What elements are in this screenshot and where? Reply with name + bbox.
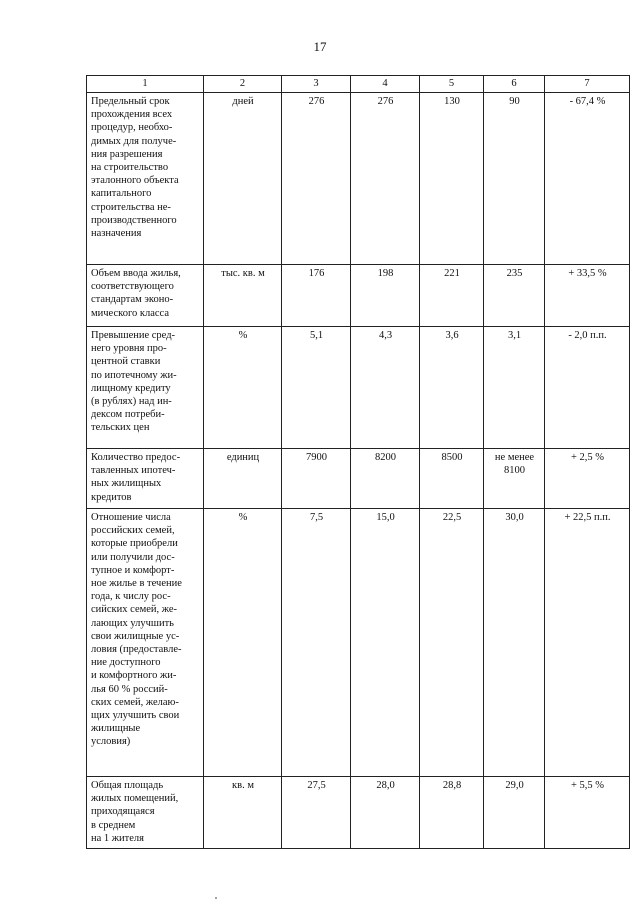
indicator-name-line: строительства не- — [91, 201, 171, 213]
indicator-name-line: производственного — [91, 214, 177, 226]
indicator-name-line: димых для получе- — [91, 135, 177, 147]
indicator-name-line: жилых помещений, — [91, 793, 179, 805]
indicator-name-line: свои жилищные ус- — [91, 630, 180, 642]
indicator-name-cell — [87, 93, 204, 265]
value-col-5-cell: 8500 — [420, 449, 484, 509]
value-col-4-cell: 198 — [351, 265, 420, 327]
table-row — [87, 327, 630, 449]
value-col-6-line: 8100 — [504, 465, 525, 477]
value-col-6-cell — [484, 327, 545, 449]
value-col-5-cell: 28,8 — [420, 777, 484, 849]
header-col-6: 6 — [484, 76, 545, 93]
value-col-4-cell: 4,3 — [351, 327, 420, 449]
unit-cell: единиц — [204, 449, 282, 509]
value-col-4-cell: 28,0 — [351, 777, 420, 849]
value-col-6-cell — [484, 509, 545, 777]
value-col-3-cell: 7,5 — [282, 509, 351, 777]
value-col-4-cell: 15,0 — [351, 509, 420, 777]
indicator-name-line: лищному кредиту — [91, 382, 171, 394]
value-col-4-cell: 8200 — [351, 449, 420, 509]
indicator-name-line: капитального — [91, 188, 152, 200]
indicator-name-line: условия) — [91, 736, 131, 748]
indicator-name-cell — [87, 777, 204, 849]
change-cell: + 5,5 % — [545, 777, 630, 849]
page-number: 17 — [313, 39, 327, 54]
indicator-name-line: Отношение числа — [91, 512, 171, 523]
table-row — [87, 449, 630, 509]
table-row — [87, 509, 630, 777]
value-col-3-cell: 5,1 — [282, 327, 351, 449]
indicator-name-line: по ипотечному жи- — [91, 369, 177, 381]
change-cell: + 33,5 % — [545, 265, 630, 327]
header-col-4: 4 — [351, 76, 420, 93]
indicator-name-line: центной ставки — [91, 356, 161, 368]
value-col-6-line: 30,0 — [505, 512, 524, 523]
indicator-name-line: тавленных ипотеч- — [91, 465, 176, 477]
change-cell: - 67,4 % — [545, 93, 630, 265]
header-row — [87, 76, 630, 93]
indicator-name-line: ловия (предоставле- — [91, 644, 182, 656]
indicator-name-cell — [87, 327, 204, 449]
indicator-name-line: соответствующего — [91, 281, 174, 293]
unit-cell: % — [204, 327, 282, 449]
table-row — [87, 265, 630, 327]
indicator-name-cell — [87, 449, 204, 509]
indicator-name-line: Общая площадь — [91, 780, 164, 791]
indicator-name-line: и комфортного жи- — [91, 670, 177, 682]
value-col-3-cell: 276 — [282, 93, 351, 265]
indicator-name-line: эталонного объекта — [91, 175, 179, 187]
value-col-6-line: 3,1 — [507, 330, 522, 341]
change-cell: + 2,5 % — [545, 449, 630, 509]
value-col-3-cell: 7900 — [282, 449, 351, 509]
table-row — [87, 93, 630, 265]
header-col-1: 1 — [87, 76, 204, 93]
value-col-6-line: 235 — [506, 268, 523, 279]
indicator-name-line: или получили дос- — [91, 551, 175, 563]
indicator-name-line: лья 60 % россий- — [91, 683, 168, 695]
value-col-4-cell: 276 — [351, 93, 420, 265]
indicator-name-line: ное жилье в течение — [91, 578, 182, 590]
value-col-5-cell: 221 — [420, 265, 484, 327]
unit-cell: кв. м — [204, 777, 282, 849]
header-col-7: 7 — [545, 76, 630, 93]
header-col-5: 5 — [420, 76, 484, 93]
unit-cell: % — [204, 509, 282, 777]
scan-artifact — [215, 897, 217, 899]
indicator-name-line: российских семей, — [91, 525, 175, 537]
indicator-name-line: Количество предос- — [91, 452, 181, 463]
indicator-name-line: ских семей, желаю- — [91, 696, 179, 708]
indicator-name-line: приходящаяся — [91, 806, 155, 818]
value-col-3-cell: 27,5 — [282, 777, 351, 849]
value-col-6-cell — [484, 265, 545, 327]
indicator-name-line: сийских семей, же- — [91, 604, 178, 616]
indicator-name-line: ние доступного — [91, 657, 161, 669]
value-col-6-line: 90 — [509, 96, 520, 107]
value-col-6-cell — [484, 449, 545, 509]
indicator-name-line: ния разрешения — [91, 148, 163, 160]
indicator-name-line: на 1 жителя — [91, 832, 144, 844]
value-col-5-cell: 130 — [420, 93, 484, 265]
value-col-6-cell — [484, 93, 545, 265]
header-col-2: 2 — [204, 76, 282, 93]
indicator-name-line: назначения — [91, 228, 142, 240]
value-col-5-cell: 22,5 — [420, 509, 484, 777]
change-cell: - 2,0 п.п. — [545, 327, 630, 449]
indicator-name-cell — [87, 265, 204, 327]
indicator-name-line: стандартам эконо- — [91, 294, 174, 306]
indicator-name-line: на строительство — [91, 162, 169, 174]
indicator-name-line: Объем ввода жилья, — [91, 268, 181, 279]
value-col-3-cell: 176 — [282, 265, 351, 327]
header-col-3: 3 — [282, 76, 351, 93]
indicator-name-line: жилищные — [91, 723, 141, 735]
indicators-table — [86, 75, 630, 849]
indicator-name-line: лающих улучшить — [91, 617, 174, 629]
value-col-6-cell — [484, 777, 545, 849]
indicator-name-line: тупное и комфорт- — [91, 564, 175, 576]
table-row — [87, 777, 630, 849]
indicator-name-line: кредитов — [91, 491, 132, 503]
unit-cell: дней — [204, 93, 282, 265]
change-cell: + 22,5 п.п. — [545, 509, 630, 777]
indicator-name-line: щих улучшить свои — [91, 710, 180, 722]
indicator-name-cell — [87, 509, 204, 777]
value-col-5-cell: 3,6 — [420, 327, 484, 449]
indicator-name-line: Превышение сред- — [91, 330, 176, 341]
indicator-name-line: прохождения всех — [91, 109, 173, 121]
indicator-name-line: ных жилищных — [91, 478, 162, 490]
value-col-6-line: не менее — [494, 452, 535, 463]
indicator-name-line: года, к числу рос- — [91, 591, 171, 603]
indicator-name-line: которые приобрели — [91, 538, 178, 550]
unit-cell: тыс. кв. м — [204, 265, 282, 327]
indicator-name-line: мического класса — [91, 307, 169, 319]
indicator-name-line: него уровня про- — [91, 343, 167, 355]
indicator-name-line: (в рублях) над ин- — [91, 396, 172, 408]
indicator-name-line: в среднем — [91, 819, 136, 831]
indicator-name-line: дексом потреби- — [91, 409, 165, 421]
indicator-name-line: тельских цен — [91, 422, 150, 434]
indicator-name-line: процедур, необхо- — [91, 122, 173, 134]
indicator-name-line: Предельный срок — [91, 96, 170, 107]
value-col-6-line: 29,0 — [505, 780, 524, 791]
